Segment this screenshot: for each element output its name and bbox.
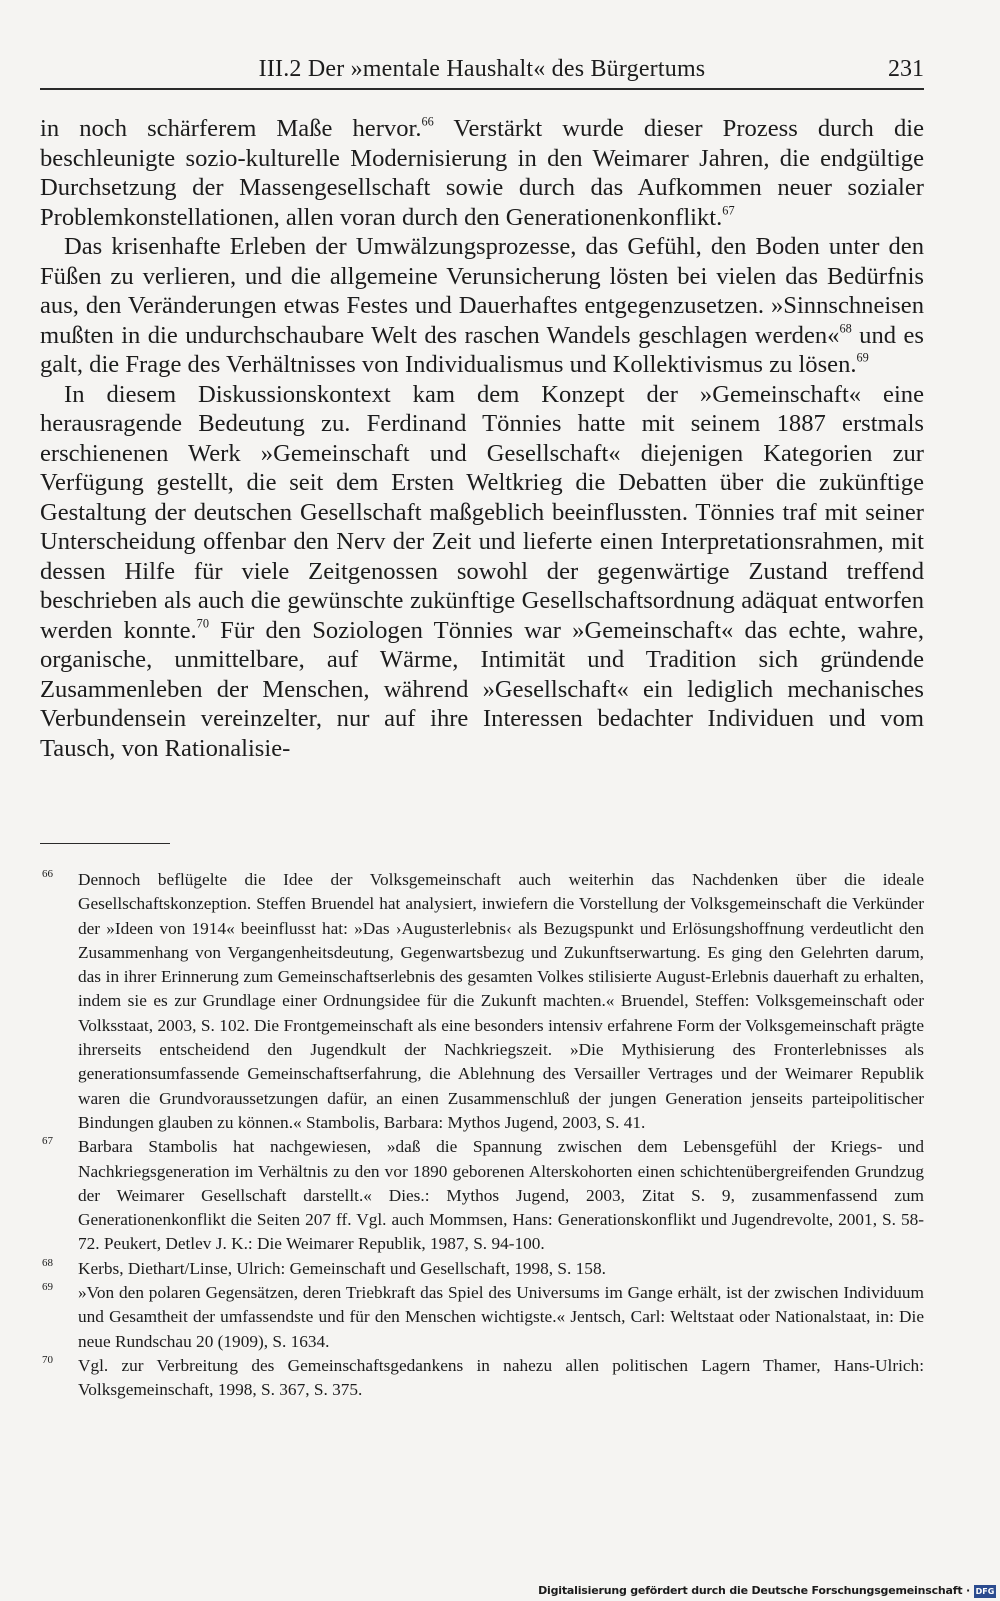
footnote-67 [40, 1135, 924, 1256]
text-run: in noch schärferem Maße hervor. [40, 115, 422, 142]
footnote-number: 68 [42, 1256, 53, 1269]
footnote-divider [40, 843, 170, 844]
footnote-ref-70[interactable]: 70 [196, 616, 209, 631]
footnote-70 [40, 1354, 924, 1403]
running-header [40, 52, 924, 90]
footnote-text: Dennoch beflügelte die Idee der Volksgemeinschaft auch weiterhin das Nachdenken über die ideale Gesellschaftskonzeption. Steffen Bruendel hat analysiert, inwiefern die Vorstellung der Volksgemeinschaft die Verkünder der »Ideen von 1914« beeinflusst hat: »Das ›Augusterlebnis‹ als Bezugspunkt und Erlösungshoffnung verdeutlicht den Zusammenhang von Vergangenheitsdeutung, Gegenwartsbezug und Zukunftserwartung. Es ging den Gelehrten darum, das in ihrer Erinnerung zum Gemeinschaftserlebnis des gesamten Volkes stilisierte August-Erlebnis dauerhaft zu erhalten, indem sie es zur Grundlage einer Ordnungsidee für die Zukunft machten.« Bruendel, Steffen: Volksgemeinschaft oder Volksstaat, 2003, S. 102. Die Frontgemeinschaft als eine besonders intensiv erfahrene Form der Volksgemeinschaft prägte ihrerseits entscheidend den Jugendkult der Nachkriegszeit. »Die Mythisierung des Fronterlebnisses als generationsumfassende Gemeinschaftserfahrung, die Ablehnung des Versailler Vertrages und der Weimarer Republik waren die Grundvoraussetzungen dafür, an einen Zusammenschluß der jungen Generation jenseits parteipolitischer Bindungen glauben zu können.« Stambolis, Barbara: Mythos Jugend, 2003, S. 41. [78, 870, 924, 1132]
paragraph-2 [40, 232, 924, 380]
page-number: 231 [888, 56, 924, 82]
footnote-ref-68[interactable]: 68 [839, 321, 852, 336]
footnotes [40, 868, 924, 1403]
footnote-number: 67 [42, 1135, 53, 1148]
footnote-text: Vgl. zur Verbreitung des Gemeinschaftsgedankens in nahezu allen politischen Lagern Thamer, Hans-Ulrich: Volksgemeinschaft, 1998, S. 367, S. 375. [78, 1355, 924, 1400]
main-text [40, 114, 924, 763]
text-run: Verstärkt wurde dieser Prozess durch die beschleunigte sozio-kulturelle Modernisierung in den Weimarer Jahren, die endgültige Durchsetzung der Massengesellschaft sowie durch das Aufkommen neuer sozialer Problemkonstellationen, allen voran durch den Generationenkonflikt. [40, 115, 924, 231]
footnote-69 [40, 1281, 924, 1354]
footnote-number: 66 [42, 868, 53, 880]
footnote-text: Barbara Stambolis hat nachgewiesen, »daß die Spannung zwischen dem Lebensgefühl der Kriegs- und Nachkriegsgeneration im Verhältnis zu den vor 1890 geborenen Alterskohorten einen schichtenübergreifenden Grundzug der Weimarer Gesellschaft darstellt.« Dies.: Mythos Jugend, 2003, Zitat S. 9, zusammenfassend zum Generationenkonflikt die Seiten 207 ff. Vgl. auch Mommsen, Hans: Generationskonflikt und Jugendrevolte, 2001, S. 58-72. Peukert, Detlev J. K.: Die Weimarer Republik, 1987, S. 94-100. [78, 1137, 924, 1254]
text-run: Das krisenhafte Erleben der Umwälzungsprozesse, das Gefühl, den Boden unter den Füßen zu verlieren, und die allgemeine Verunsicherung lösten bei vielen das Bedürfnis aus, den Veränderungen etwas Festes und Dauerhaftes entgegenzusetzen. »Sinnschneisen mußten in die undurchschaubare Welt des raschen Wandels geschlagen werden« [40, 233, 924, 349]
footnote-ref-67[interactable]: 67 [722, 203, 735, 218]
digitization-credit: Digitalisierung gefördert durch die Deutsche Forschungsgemeinschaft · [538, 1584, 970, 1597]
footnote-number: 69 [42, 1281, 53, 1294]
paragraph-1 [40, 114, 924, 232]
chapter-title: III.2 Der »mentale Haushalt« des Bürgertums [258, 56, 706, 82]
footnote-text: »Von den polaren Gegensätzen, deren Triebkraft das Spiel des Universums im Gange erhält, ist der zwischen Individuum und Gesamtheit der umfassendste und für den Menschen wichtigste.« Jentsch, Carl: Weltstaat oder Nationalstaat, in: Die neue Rundschau 20 (1909), S. 1634. [78, 1283, 924, 1351]
footnote-ref-66[interactable]: 66 [421, 114, 434, 129]
footnote-ref-69[interactable]: 69 [856, 350, 869, 365]
footnote-68 [40, 1257, 924, 1281]
text-run: In diesem Diskussionskontext kam dem Konzept der »Gemeinschaft« eine herausragende Bedeutung zu. Ferdinand Tönnies hatte mit seinem 1887 erstmals erschienenen Werk »Gemeinschaft und Gesellschaft« diejenigen Kategorien zur Verfügung gestellt, die seit dem Ersten Weltkrieg die Debatten über die zukünftige Gestaltung der deutschen Gesellschaft maßgeblich beeinflussten. Tönnies traf mit seiner Unterscheidung offenbar den Nerv der Zeit und lieferte einen Interpretationsrahmen, mit dessen Hilfe für viele Zeitgenossen sowohl der gegenwärtige Zustand treffend beschrieben als auch die gewünschte zukünftige Gesellschaftsordnung adäquat entworfen werden konnte. [40, 380, 924, 644]
footnote-text: Kerbs, Diethart/Linse, Ulrich: Gemeinschaft und Gesellschaft, 1998, S. 158. [78, 1258, 606, 1278]
dfg-logo-icon[interactable]: DFG [975, 1587, 995, 1596]
footnote-number: 70 [42, 1353, 53, 1366]
text-run: und es galt, die Frage des Verhältnisses von Individualismus und Kollektivismus zu lösen. [40, 321, 924, 378]
footnote-66 [40, 868, 924, 1135]
paragraph-3 [40, 380, 924, 764]
text-run: Für den Soziologen Tönnies war »Gemeinschaft« das echte, wahre, organische, unmittelbare, auf Wärme, Intimität und Tradition sich gründende Zusammenleben der Menschen, während »Gesellschaft« ein lediglich mechanisches Verbundensein vereinzelter, nur auf ihre Interessen bedachter Individuen und vom Tausch, von Rationalisie- [40, 616, 924, 762]
